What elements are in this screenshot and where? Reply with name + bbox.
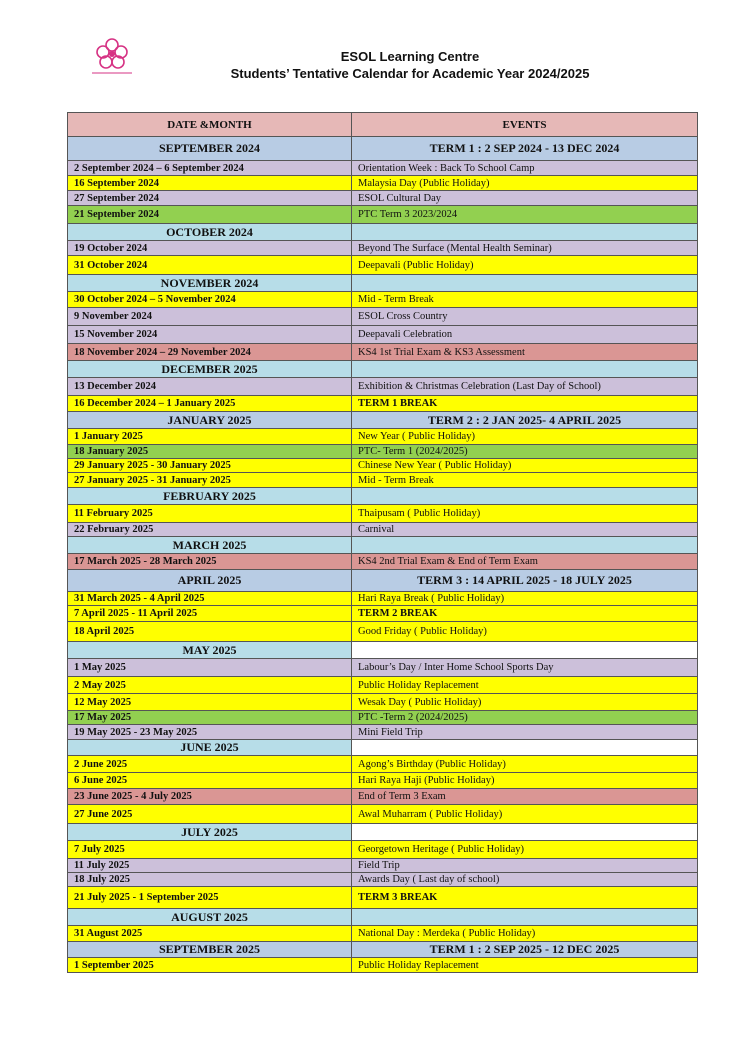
term-label: TERM 2 : 2 JAN 2025- 4 APRIL 2025 — [352, 412, 698, 429]
event-cell: Malaysia Day (Public Holiday) — [352, 176, 698, 191]
table-row — [68, 592, 698, 606]
table-row — [68, 161, 698, 176]
table-header-row — [68, 113, 698, 137]
table-row — [68, 694, 698, 711]
term-label — [352, 361, 698, 378]
table-row — [68, 505, 698, 523]
event-cell: Deepavali (Public Holiday) — [352, 256, 698, 275]
event-cell: KS4 1st Trial Exam & KS3 Assessment — [352, 344, 698, 361]
date-cell: 19 May 2025 - 23 May 2025 — [68, 725, 352, 740]
date-cell: 18 January 2025 — [68, 445, 352, 459]
date-cell: 1 September 2025 — [68, 958, 352, 973]
date-cell: 31 August 2025 — [68, 926, 352, 942]
table-row — [68, 677, 698, 694]
term-label — [352, 740, 698, 756]
table-row — [68, 191, 698, 206]
date-cell: 16 September 2024 — [68, 176, 352, 191]
month-row — [68, 488, 698, 505]
table-row — [68, 725, 698, 740]
event-cell: PTC -Term 2 (2024/2025) — [352, 711, 698, 725]
month-label: APRIL 2025 — [68, 570, 352, 592]
date-cell: 23 June 2025 - 4 July 2025 — [68, 789, 352, 805]
date-cell: 2 May 2025 — [68, 677, 352, 694]
month-row — [68, 361, 698, 378]
event-cell: Awards Day ( Last day of school) — [352, 873, 698, 887]
event-cell: End of Term 3 Exam — [352, 789, 698, 805]
term-label: TERM 3 : 14 APRIL 2025 - 18 JULY 2025 — [352, 570, 698, 592]
column-header-events: EVENTS — [352, 113, 698, 137]
table-row — [68, 445, 698, 459]
event-cell: Carnival — [352, 523, 698, 537]
column-header-date: DATE &MONTH — [68, 113, 352, 137]
table-row — [68, 176, 698, 191]
event-cell: PTC- Term 1 (2024/2025) — [352, 445, 698, 459]
date-cell: 16 December 2024 – 1 January 2025 — [68, 396, 352, 412]
event-cell: Field Trip — [352, 859, 698, 873]
month-row — [68, 412, 698, 429]
month-row — [68, 909, 698, 926]
date-cell: 27 January 2025 - 31 January 2025 — [68, 473, 352, 488]
date-cell: 18 April 2025 — [68, 622, 352, 642]
event-cell: ESOL Cultural Day — [352, 191, 698, 206]
event-cell: Hari Raya Haji (Public Holiday) — [352, 773, 698, 789]
term-label — [352, 909, 698, 926]
event-cell: Mid - Term Break — [352, 292, 698, 308]
event-cell: ESOL Cross Country — [352, 308, 698, 326]
date-cell: 21 September 2024 — [68, 206, 352, 224]
table-row — [68, 429, 698, 445]
table-row — [68, 292, 698, 308]
event-cell: PTC Term 3 2023/2024 — [352, 206, 698, 224]
date-cell: 6 June 2025 — [68, 773, 352, 789]
table-row — [68, 606, 698, 622]
table-row — [68, 622, 698, 642]
event-cell: Awal Muharram ( Public Holiday) — [352, 805, 698, 824]
event-cell: Public Holiday Replacement — [352, 677, 698, 694]
calendar-body — [68, 137, 698, 973]
event-cell: Public Holiday Replacement — [352, 958, 698, 973]
month-label: JUNE 2025 — [68, 740, 352, 756]
month-label: NOVEMBER 2024 — [68, 275, 352, 292]
term-label — [352, 488, 698, 505]
flower-logo-icon — [86, 36, 138, 78]
month-row — [68, 824, 698, 841]
table-row — [68, 308, 698, 326]
event-cell: Good Friday ( Public Holiday) — [352, 622, 698, 642]
table-row — [68, 554, 698, 570]
table-row — [68, 396, 698, 412]
table-row — [68, 756, 698, 773]
date-cell: 11 July 2025 — [68, 859, 352, 873]
table-row — [68, 805, 698, 824]
table-row — [68, 711, 698, 725]
month-row — [68, 137, 698, 161]
term-label — [352, 537, 698, 554]
event-cell: Orientation Week : Back To School Camp — [352, 161, 698, 176]
term-label: TERM 1 : 2 SEP 2025 - 12 DEC 2025 — [352, 942, 698, 958]
date-cell: 12 May 2025 — [68, 694, 352, 711]
month-label: MARCH 2025 — [68, 537, 352, 554]
event-cell: Mini Field Trip — [352, 725, 698, 740]
table-row — [68, 344, 698, 361]
month-label: FEBRUARY 2025 — [68, 488, 352, 505]
month-row — [68, 740, 698, 756]
date-cell: 17 March 2025 - 28 March 2025 — [68, 554, 352, 570]
date-cell: 7 July 2025 — [68, 841, 352, 859]
term-label — [352, 824, 698, 841]
table-row — [68, 958, 698, 973]
event-cell: Georgetown Heritage ( Public Holiday) — [352, 841, 698, 859]
month-label: OCTOBER 2024 — [68, 224, 352, 241]
date-cell: 13 December 2024 — [68, 378, 352, 396]
date-cell: 27 June 2025 — [68, 805, 352, 824]
month-row — [68, 642, 698, 659]
event-cell: Chinese New Year ( Public Holiday) — [352, 459, 698, 473]
table-row — [68, 459, 698, 473]
date-cell: 15 November 2024 — [68, 326, 352, 344]
event-cell: Labour’s Day / Inter Home School Sports Day — [352, 659, 698, 677]
date-cell: 1 January 2025 — [68, 429, 352, 445]
month-row — [68, 942, 698, 958]
month-label: JANUARY 2025 — [68, 412, 352, 429]
date-cell: 18 November 2024 – 29 November 2024 — [68, 344, 352, 361]
month-row — [68, 570, 698, 592]
table-row — [68, 773, 698, 789]
month-label: AUGUST 2025 — [68, 909, 352, 926]
table-row — [68, 473, 698, 488]
term-label: TERM 1 : 2 SEP 2024 - 13 DEC 2024 — [352, 137, 698, 161]
event-cell: Agong’s Birthday (Public Holiday) — [352, 756, 698, 773]
month-label: DECEMBER 2025 — [68, 361, 352, 378]
event-cell: Thaipusam ( Public Holiday) — [352, 505, 698, 523]
calendar-table — [67, 112, 698, 973]
date-cell: 9 November 2024 — [68, 308, 352, 326]
event-cell: Exhibition & Christmas Celebration (Last Day of School) — [352, 378, 698, 396]
month-row — [68, 224, 698, 241]
event-cell: New Year ( Public Holiday) — [352, 429, 698, 445]
document-header — [150, 48, 670, 82]
table-row — [68, 887, 698, 909]
event-cell: Hari Raya Break ( Public Holiday) — [352, 592, 698, 606]
table-row — [68, 859, 698, 873]
table-row — [68, 378, 698, 396]
event-cell: Deepavali Celebration — [352, 326, 698, 344]
event-cell: KS4 2nd Trial Exam & End of Term Exam — [352, 554, 698, 570]
event-cell: TERM 1 BREAK — [352, 396, 698, 412]
table-row — [68, 659, 698, 677]
calendar-subtitle: Students’ Tentative Calendar for Academic Year 2024/2025 — [230, 66, 590, 81]
table-row — [68, 241, 698, 256]
date-cell: 29 January 2025 - 30 January 2025 — [68, 459, 352, 473]
table-row — [68, 206, 698, 224]
event-cell: TERM 2 BREAK — [352, 606, 698, 622]
date-cell: 2 June 2025 — [68, 756, 352, 773]
date-cell: 18 July 2025 — [68, 873, 352, 887]
table-row — [68, 789, 698, 805]
month-label: MAY 2025 — [68, 642, 352, 659]
month-row — [68, 275, 698, 292]
month-row — [68, 537, 698, 554]
month-label: SEPTEMBER 2024 — [68, 137, 352, 161]
date-cell: 1 May 2025 — [68, 659, 352, 677]
date-cell: 27 September 2024 — [68, 191, 352, 206]
event-cell: Mid - Term Break — [352, 473, 698, 488]
event-cell: TERM 3 BREAK — [352, 887, 698, 909]
table-row — [68, 926, 698, 942]
term-label — [352, 642, 698, 659]
centre-title: ESOL Learning Centre — [340, 49, 480, 64]
table-row — [68, 873, 698, 887]
date-cell: 21 July 2025 - 1 September 2025 — [68, 887, 352, 909]
event-cell: Wesak Day ( Public Holiday) — [352, 694, 698, 711]
date-cell: 11 February 2025 — [68, 505, 352, 523]
date-cell: 30 October 2024 – 5 November 2024 — [68, 292, 352, 308]
date-cell: 7 April 2025 - 11 April 2025 — [68, 606, 352, 622]
month-label: SEPTEMBER 2025 — [68, 942, 352, 958]
date-cell: 2 September 2024 – 6 September 2024 — [68, 161, 352, 176]
date-cell: 31 March 2025 - 4 April 2025 — [68, 592, 352, 606]
table-row — [68, 523, 698, 537]
term-label — [352, 275, 698, 292]
date-cell: 31 October 2024 — [68, 256, 352, 275]
table-row — [68, 256, 698, 275]
date-cell: 22 February 2025 — [68, 523, 352, 537]
date-cell: 17 May 2025 — [68, 711, 352, 725]
event-cell: Beyond The Surface (Mental Health Seminar) — [352, 241, 698, 256]
date-cell: 19 October 2024 — [68, 241, 352, 256]
month-label: JULY 2025 — [68, 824, 352, 841]
table-row — [68, 326, 698, 344]
term-label — [352, 224, 698, 241]
table-row — [68, 841, 698, 859]
event-cell: National Day : Merdeka ( Public Holiday) — [352, 926, 698, 942]
